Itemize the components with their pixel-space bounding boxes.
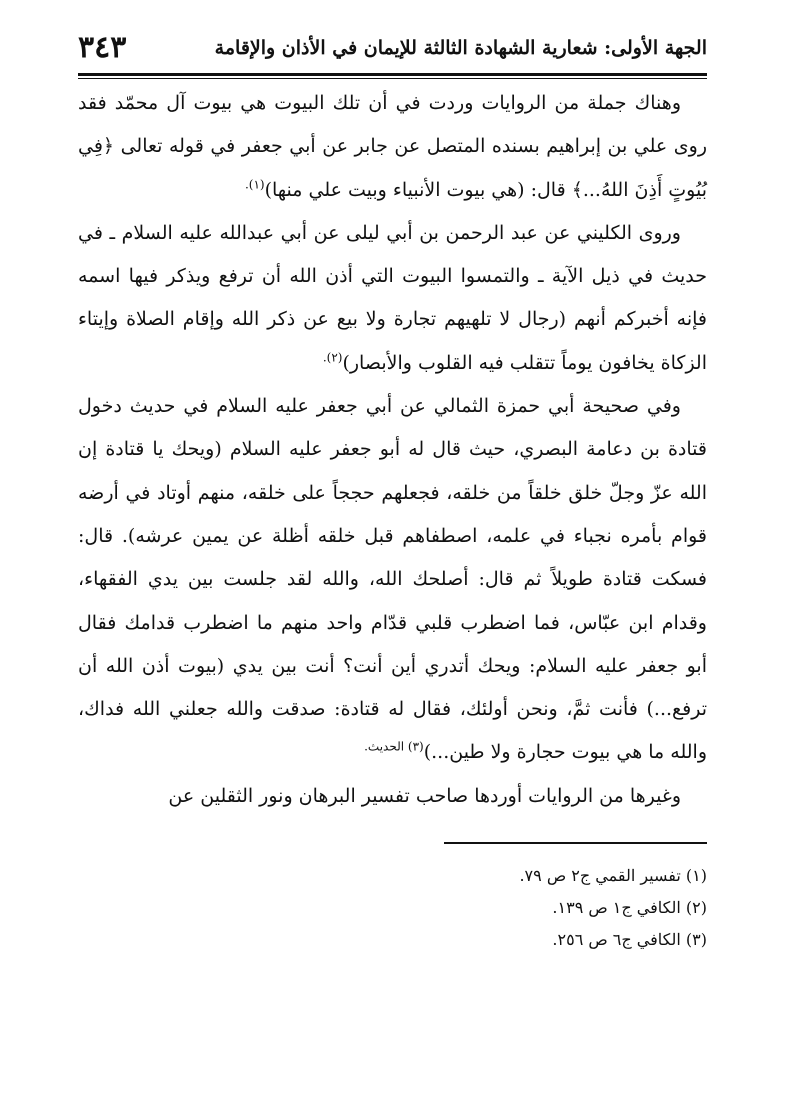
paragraph-3: وفي صحيحة أبي حمزة الثمالي عن أبي جعفر عليه السلام في حديث دخول قتادة بن دعامة البصري، حيث قال له أبو جعفر عليه السلام (ويحك يا قتادة إن الله عزّ وجلّ خلق خلقاً من خلقه، فجعلهم حججاً على خلقه، منهم أوتاد في أرضه قوام بأمره نجباء في علمه، اصطفاهم قبل خلقه أظلة عن يمين عرشه). قال: فسكت قتادة طويلاً ثم قال: أصلحك الله، والله لقد جلست بين يدي الفقهاء، وقدام ابن عبّاس، فما اضطرب قلبي قدّام واحد منهم ما اضطرب قدامك فقال أبو جعفر عليه السلام: ويحك أتدري أين أنت؟ أنت بين يدي (بيوت أذن الله أن ترفع...) فأنت ثمَّ، ونحن أولئك، فقال له قتادة: صدقت والله جعلني الله فداك، والله ما هي بيوت حجارة ولا طين...)$^{(٣) الحديث.}$ xyxy=(78,395,707,764)
header-rule xyxy=(78,73,707,79)
paragraph-2: وروى الكليني عن عبد الرحمن بن أبي ليلى عن أبي عبدالله عليه السلام ـ في حديث في ذيل الآية ـ والتمسوا البيوت التي أذن الله أن ترفع ويذكر فيها اسمه فإنه أخبركم أنهم (رجال لا تلهيهم تجارة ولا بيع عن ذكر الله وإقام الصلاة وإيتاء الزكاة يخافون يوماً تتقلب فيه القلوب والأبصار)$^{(٢).}$ xyxy=(78,221,707,374)
paragraph-4: وغيرها من الروايات أوردها صاحب تفسير البرهان ونور الثقلين عن xyxy=(168,784,681,807)
footnote-rule xyxy=(444,842,707,844)
page-number: ٣٤٣ xyxy=(78,30,127,65)
footnotes xyxy=(78,860,707,956)
footnote-ref-1: (١). xyxy=(244,177,265,192)
paragraph-1: وهناك جملة من الروايات وردت في أن تلك البيوت هي بيوت آل محمّد فقد روى علي بن إبراهيم بسنده المتصل عن جابر عن أبي جعفر في قوله تعالى ﴿فِي بُيُوتٍ أَذِنَ اللهُ...﴾ قال: (هي بيوت الأنبياء وبيت علي منها)$^{(١).}$ xyxy=(78,92,707,201)
footnote-2: (٢) الكافي ج١ ص ١٣٩. xyxy=(552,898,707,917)
footnote-3: (٣) الكافي ج٦ ص ٢٥٦. xyxy=(552,930,707,949)
footnote-ref-2: (٢). xyxy=(322,350,343,365)
footnote-ref-3: (٣) الحديث. xyxy=(364,740,424,755)
running-title: الجهة الأولى: شعارية الشهادة الثالثة للإيمان في الأذان والإقامة xyxy=(214,37,707,59)
page-header xyxy=(78,24,707,68)
body-text xyxy=(78,82,707,818)
footnote-1: (١) تفسير القمي ج٢ ص ٧٩. xyxy=(519,866,707,885)
